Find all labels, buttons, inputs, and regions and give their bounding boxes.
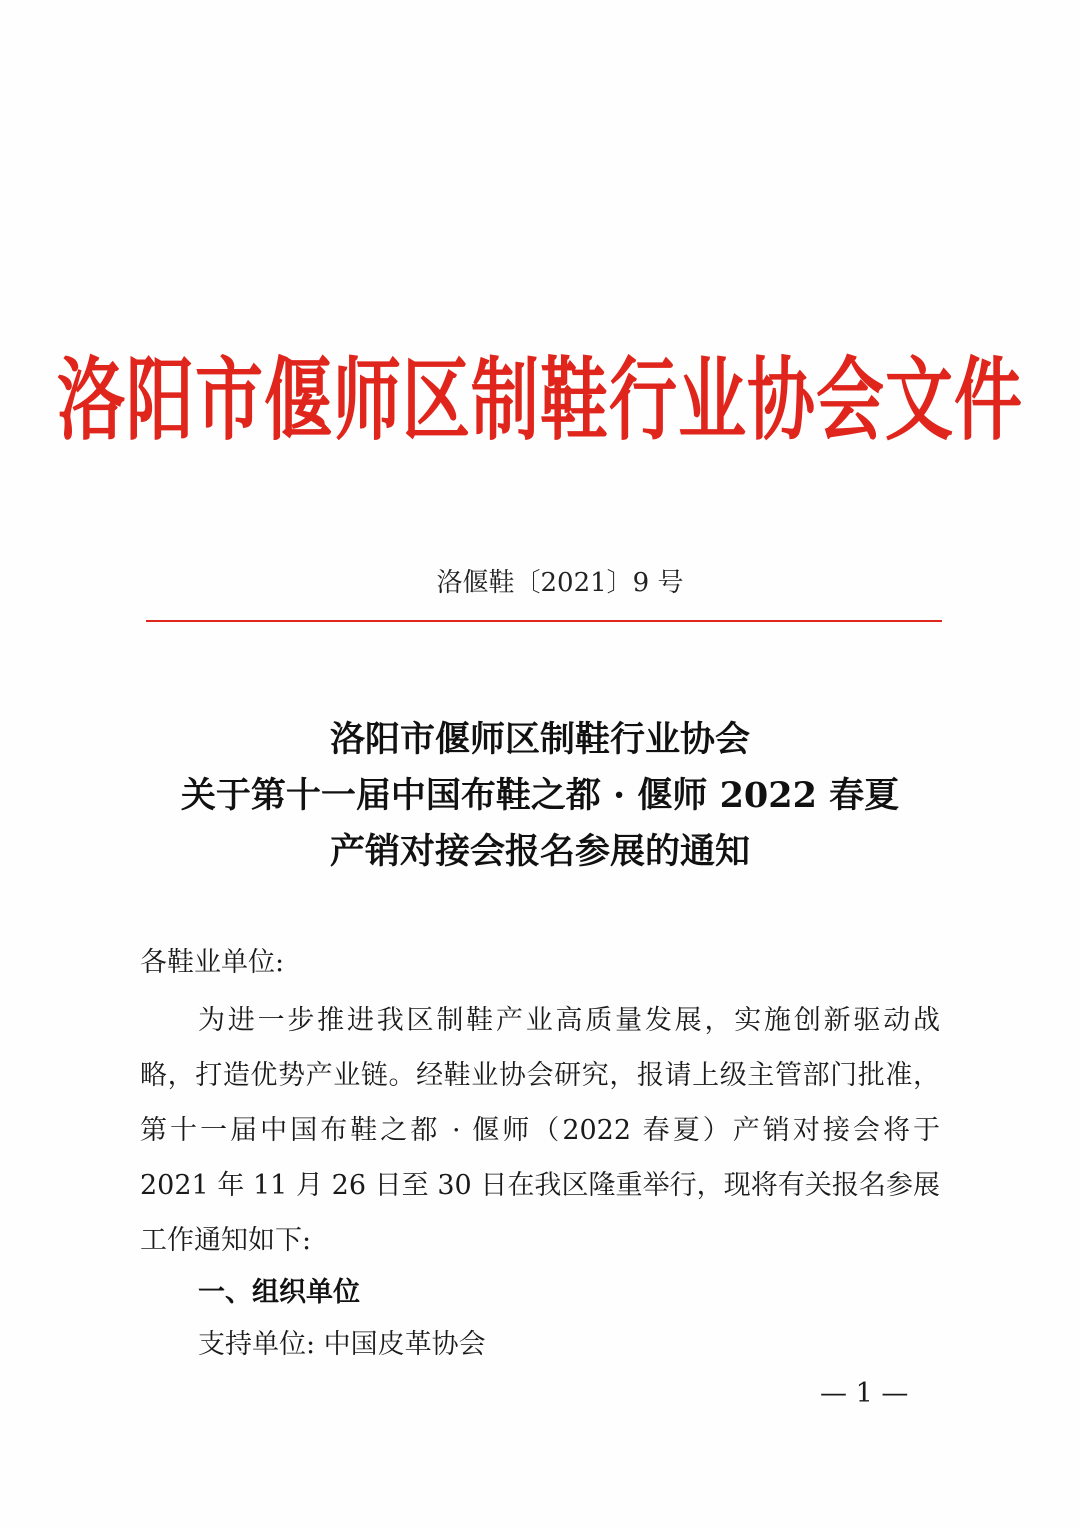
paragraph-line-3: 第十一届中国布鞋之都 · 偃师（2022 春夏）产销对接会将于 xyxy=(140,1115,940,1146)
document-number: 洛偃鞋〔2021〕9 号 xyxy=(436,568,684,598)
paragraph-line-1: 为进一步推进我区制鞋产业高质量发展，实施创新驱动战 xyxy=(198,1005,940,1036)
notice-title xyxy=(0,712,1080,880)
notice-title-line-2: 关于第十一届中国布鞋之都 · 偃师 2022 春夏 xyxy=(180,775,900,816)
paragraph-line-5: 工作通知如下: xyxy=(140,1225,312,1256)
notice-title-line-1: 洛阳市偃师区制鞋行业协会 xyxy=(329,719,750,760)
paragraph-line-2: 略，打造优势产业链。经鞋业协会研究，报请上级主管部门批准， xyxy=(140,1060,940,1091)
salutation: 各鞋业单位: xyxy=(140,947,285,978)
section-heading-organizers: 一、组织单位 xyxy=(198,1277,360,1308)
red-divider-line xyxy=(146,620,942,622)
support-unit-line: 支持单位: 中国皮革协会 xyxy=(198,1329,486,1360)
page-number: — 1 — xyxy=(820,1378,909,1409)
issuer-header-title: 洛阳市偃师区制鞋行业协会文件 xyxy=(56,348,1023,454)
notice-title-line-3: 产销对接会报名参展的通知 xyxy=(329,831,750,872)
paragraph-line-4: 2021 年 11 月 26 日至 30 日在我区隆重举行，现将有关报名参展 xyxy=(140,1170,940,1201)
